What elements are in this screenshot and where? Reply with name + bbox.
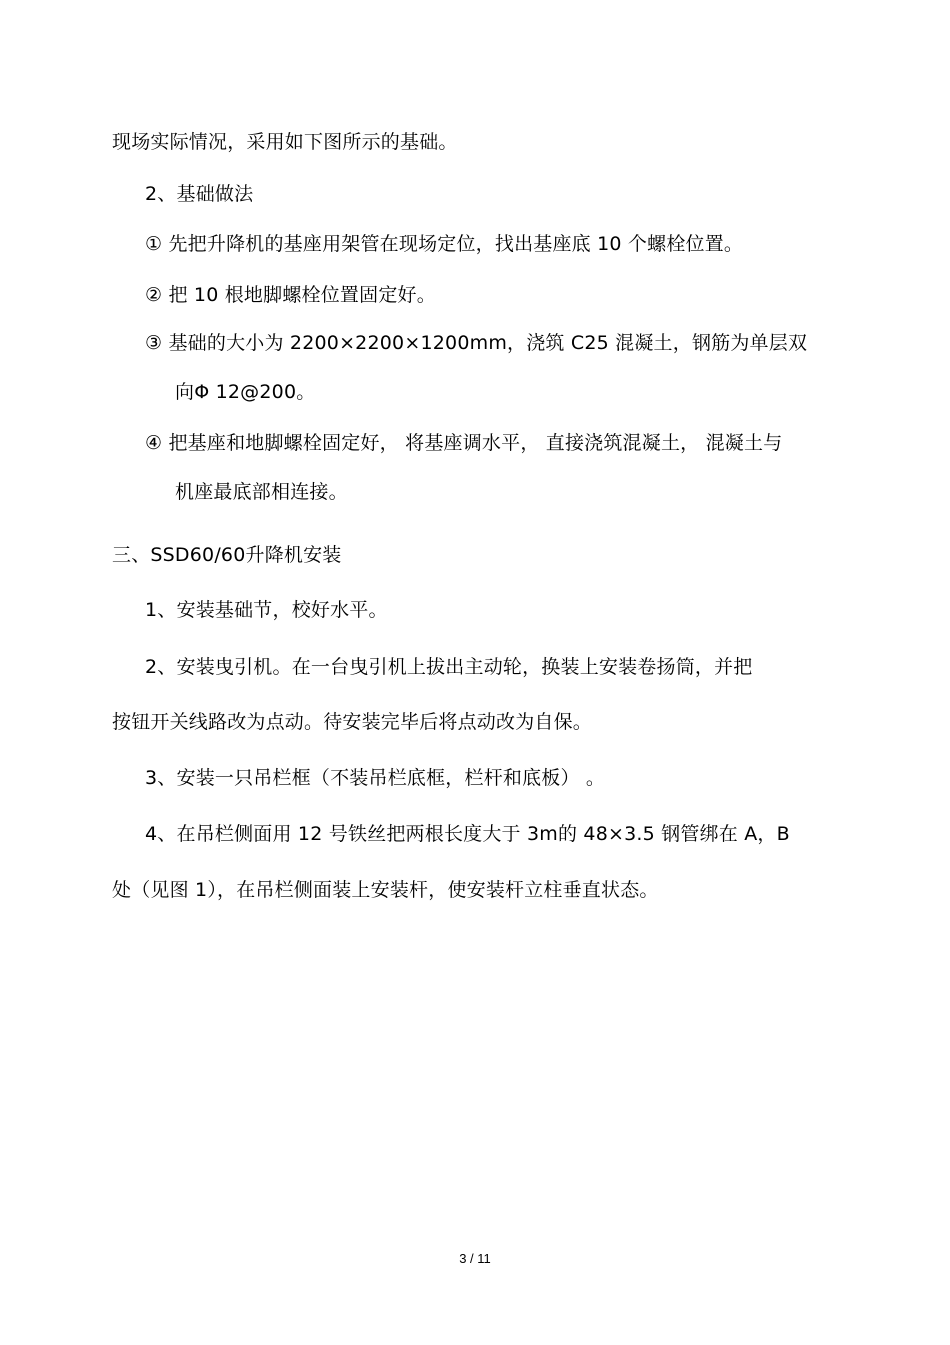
install-step-3: 3、安装一只吊栏框（不装吊栏底框，栏杆和底板） 。 bbox=[145, 767, 606, 789]
install-step-4: 4、在吊栏侧面用 12 号铁丝把两根长度大于 3m的 48×3.5 钢管绑在 A，B bbox=[145, 823, 790, 845]
install-step-1: 1、安装基础节，校好水平。 bbox=[145, 599, 388, 621]
install-step-2-continuation: 按钮开关线路改为点动。待安装完毕后将点动改为自保。 bbox=[112, 711, 593, 733]
step-3-foundation-size: ③ 基础的大小为 2200×2200×1200mm，浇筑 C25 混凝土，钢筋为单层双 bbox=[145, 332, 808, 354]
step-1-locate-base: ① 先把升降机的基座用架管在现场定位，找出基座底 10 个螺栓位置。 bbox=[145, 233, 744, 255]
heading-foundation-method: 2、基础做法 bbox=[145, 183, 254, 205]
section-heading-installation: 三、SSD60/60升降机安装 bbox=[112, 544, 342, 566]
text-line-site-condition: 现场实际情况，采用如下图所示的基础。 bbox=[112, 131, 458, 153]
step-4-pour-concrete: ④ 把基座和地脚螺栓固定好， 将基座调水平， 直接浇筑混凝土， 混凝土与 bbox=[145, 432, 783, 454]
step-3-continuation: 向Φ 12@200。 bbox=[175, 381, 316, 403]
step-2-fix-bolts: ② 把 10 根地脚螺栓位置固定好。 bbox=[145, 284, 436, 306]
install-step-2: 2、安装曳引机。在一台曳引机上拔出主动轮，换装上安装卷扬筒，并把 bbox=[145, 656, 753, 678]
install-step-4-continuation: 处（见图 1），在吊栏侧面装上安装杆，使安装杆立柱垂直状态。 bbox=[112, 879, 659, 901]
page-number: 3 / 11 bbox=[459, 1251, 491, 1266]
step-4-continuation: 机座最底部相连接。 bbox=[175, 481, 348, 503]
